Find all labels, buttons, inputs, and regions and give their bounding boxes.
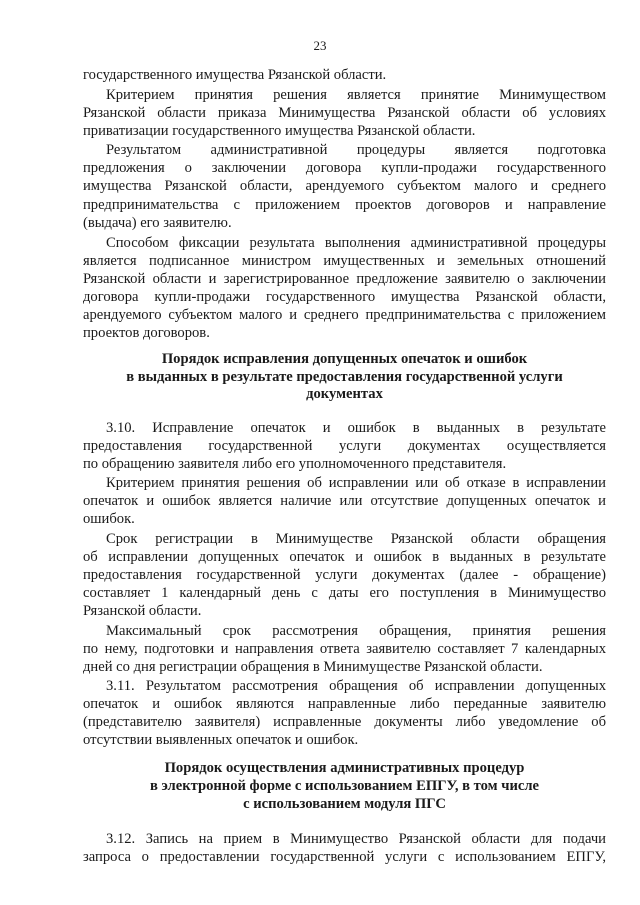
paragraph-line: проектов договоров. bbox=[83, 325, 210, 341]
paragraph-line: Критерием принятия решения является принятие Минимуществом bbox=[106, 87, 606, 103]
section-heading-line: Порядок осуществления административных процедур bbox=[164, 760, 525, 776]
paragraph-line: предоставления государственной услуги документах осуществляется bbox=[83, 438, 606, 454]
paragraph-line: Рязанской области приказа Минимущества Рязанской области об условиях bbox=[83, 105, 606, 121]
paragraph-line: Срок регистрации в Минимуществе Рязанской области обращения bbox=[106, 531, 606, 547]
paragraph-line: предложения о заключении договора купли-продажи государственного bbox=[83, 160, 606, 176]
paragraph-line: опечаток и ошибок является наличие или отсутствие допущенных опечаток и bbox=[83, 493, 606, 509]
paragraph-line: по обращению заявителя либо его уполномоченного представителя. bbox=[83, 456, 507, 472]
paragraph-line: запроса о предоставлении государственной услуги с использованием ЕПГУ, bbox=[83, 849, 606, 865]
paragraph-line: 3.10. Исправление опечаток и ошибок в выданных в результате bbox=[106, 420, 606, 436]
paragraph-line: имущества Рязанской области, арендуемого субъектом малого и среднего bbox=[83, 178, 606, 194]
paragraph-line: приватизации государственного имущества Рязанской области. bbox=[83, 123, 476, 139]
paragraph-line: Рязанской области и зарегистрированное предложение заявителю о заключении bbox=[83, 271, 606, 287]
paragraph-line: об исправлении допущенных опечаток и ошибок в выданных в результате bbox=[83, 549, 606, 565]
paragraph-line: предпринимательства с приложением проектов договоров и направление bbox=[83, 197, 606, 213]
paragraph-line: государственного имущества Рязанской области. bbox=[83, 67, 387, 83]
paragraph-line: опечаток и ошибок являются направленные либо переданные заявителю bbox=[83, 696, 606, 712]
section-heading-line: Порядок исправления допущенных опечаток и ошибок bbox=[161, 351, 528, 367]
paragraph-line: 3.12. Запись на прием в Минимущество Рязанской области для подачи bbox=[106, 831, 606, 847]
paragraph-line: 3.11. Результатом рассмотрения обращения об исправлении допущенных bbox=[106, 678, 606, 694]
paragraph-line: Результатом административной процедуры является подготовка bbox=[106, 142, 606, 158]
paragraph-line: арендуемого субъектом малого и среднего предпринимательства с приложением bbox=[83, 307, 606, 323]
paragraph-line: предоставления государственной услуги документах (далее - обращение) bbox=[83, 567, 606, 583]
paragraph-line: (представителю заявителя) исправленные документы либо уведомление об bbox=[83, 714, 606, 730]
paragraph-line: дней со дня регистрации обращения в Минимуществе Рязанской области. bbox=[83, 659, 543, 675]
paragraph-line: по нему, подготовки и направления ответа заявителю составляет 7 календарных bbox=[83, 641, 606, 657]
section-heading-line: с использованием модуля ПГС bbox=[243, 796, 446, 812]
section-heading-line: документах bbox=[306, 386, 383, 402]
page-number: 23 bbox=[313, 38, 327, 53]
paragraph-line: отсутствии выявленных опечаток и ошибок. bbox=[83, 732, 359, 748]
paragraph-line: (выдача) его заявителю. bbox=[83, 215, 232, 231]
paragraph-line: Максимальный срок рассмотрения обращения, принятия решения bbox=[106, 623, 606, 639]
section-heading-line: в выданных в результате предоставления государственной услуги bbox=[126, 369, 563, 385]
paragraph-line: является подписанное министром имущественных и земельных отношений bbox=[83, 253, 606, 269]
paragraph-line: ошибок. bbox=[83, 511, 135, 527]
paragraph-line: договора купли-продажи государственного имущества Рязанской области, bbox=[83, 289, 606, 305]
paragraph-line: Рязанской области. bbox=[83, 603, 202, 619]
section-heading-line: в электронной форме с использованием ЕПГУ, в том числе bbox=[149, 778, 540, 794]
paragraph-line: составляет 1 календарный день с даты его поступления в Минимущество bbox=[83, 585, 606, 601]
paragraph-line: Способом фиксации результата выполнения административной процедуры bbox=[106, 235, 606, 251]
paragraph-line: Критерием принятия решения об исправлении или об отказе в исправлении bbox=[106, 475, 606, 491]
